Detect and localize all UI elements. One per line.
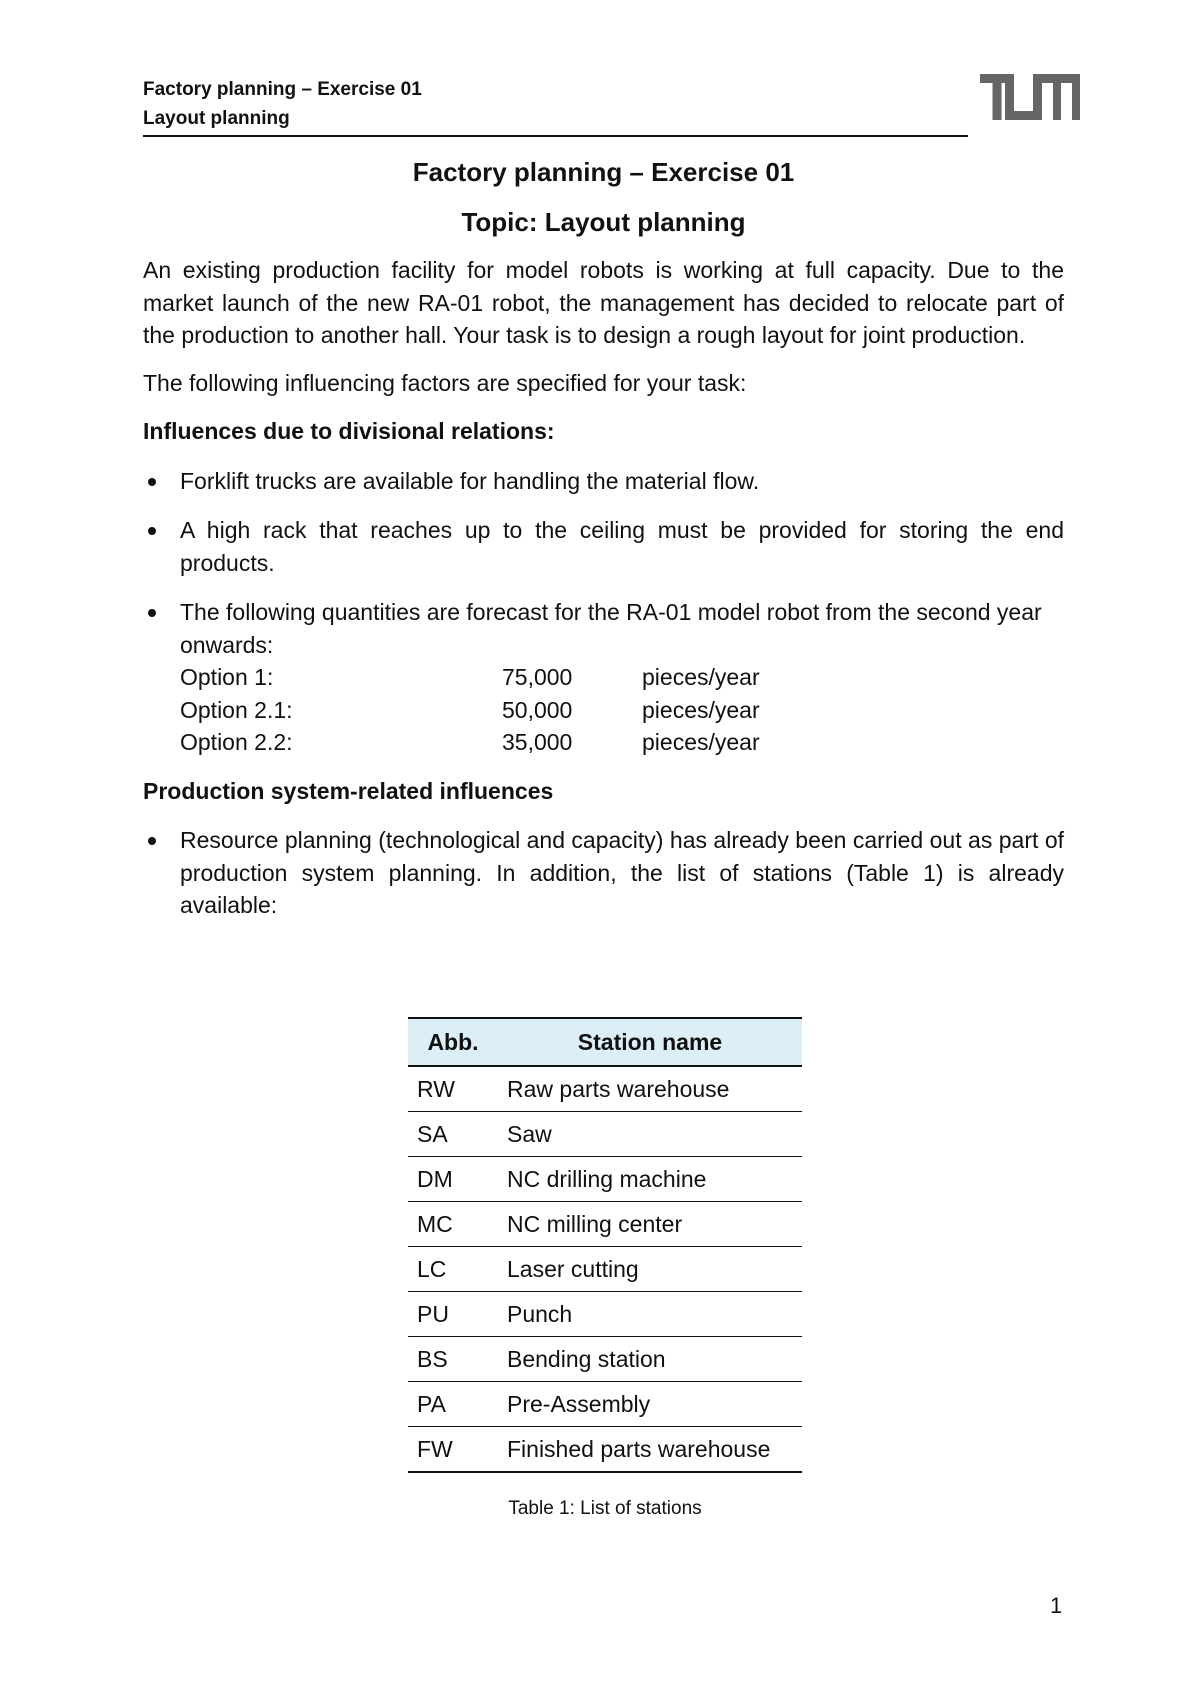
column-header-abbreviation: Abb. [408,1018,498,1066]
bullet-text: The following quantities are forecast for the RA-01 model robot from the second year onwards: [180,599,1042,658]
table-row [408,1202,802,1247]
intro-paragraph: An existing production facility for model robots is working at full capacity. Due to the market launch of the new RA-01 robot, the management has decided to relocate part of the production to another hall. Your task is to design a rough layout for joint production. [143,257,1064,348]
document-topic: Topic: Layout planning [461,207,746,237]
cell-abbreviation: PA [408,1382,498,1427]
bullet-forklift [143,465,1064,498]
option-unit: pieces/year [642,664,760,690]
stations-table [408,1017,802,1473]
bullet-text: Resource planning (technological and capacity) has already been carried out as part of production system planning. In addition, the list of stations (Table 1) is already available: [180,827,1064,918]
document-title: Factory planning – Exercise 01 [412,157,795,187]
bullet-resource-planning [143,824,1064,922]
cell-abbreviation: MC [408,1202,498,1247]
cell-station-name: NC milling center [498,1202,802,1247]
option-value: 35,000 [502,729,573,755]
cell-station-name: Saw [498,1112,802,1157]
header-course-title: Factory planning – Exercise 01 [143,79,422,100]
factors-intro: The following influencing factors are specified for your task: [143,369,747,396]
option-unit: pieces/year [642,696,760,723]
section-heading-divisional: Influences due to divisional relations: [143,418,555,444]
bullet-high-rack [143,514,1064,579]
tum-logo [980,72,1080,122]
bullet-dot-icon [148,478,156,486]
cell-station-name: Laser cutting [498,1247,802,1292]
production-bullet-list [143,824,1064,922]
bullet-quantities [143,596,1064,759]
section-heading-production-system: Production system-related influences [143,777,554,804]
cell-abbreviation: SA [408,1112,498,1157]
table-row [408,1427,802,1473]
bullet-text: Forklift trucks are available for handling the material flow. [180,467,760,494]
bullet-dot-icon [148,837,156,845]
cell-station-name: Pre-Assembly [498,1382,802,1427]
option-row [180,726,1064,759]
cell-abbreviation: BS [408,1337,498,1382]
option-value: 75,000 [502,664,573,690]
bullet-text: A high rack that reaches up to the ceiling must be provided for storing the end products. [180,517,1064,576]
cell-station-name: Punch [498,1292,802,1337]
cell-station-name: Bending station [498,1337,802,1382]
header-divider [143,135,968,137]
header-subtitle: Layout planning [143,108,290,129]
cell-abbreviation: DM [408,1157,498,1202]
table-header-row [408,1018,802,1066]
bullet-dot-icon [148,609,156,617]
cell-abbreviation: RW [408,1066,498,1112]
option-name: Option 2.1: [180,696,293,723]
page-header [143,75,963,133]
table-row [408,1112,802,1157]
option-value: 50,000 [502,696,573,723]
table-row [408,1066,802,1112]
cell-abbreviation: FW [408,1427,498,1473]
cell-station-name: Finished parts warehouse [498,1427,802,1473]
table-row [408,1337,802,1382]
document-body [143,150,1064,922]
option-name: Option 2.2: [180,729,293,755]
cell-station-name: Raw parts warehouse [498,1066,802,1112]
cell-station-name: NC drilling machine [498,1157,802,1202]
column-header-station-name: Station name [498,1018,802,1066]
page-number: 1 [1050,1593,1063,1618]
option-name: Option 1: [180,664,274,690]
divisional-bullet-list [143,465,1064,759]
table-row [408,1247,802,1292]
table-row [408,1157,802,1202]
option-row [180,661,1064,694]
table-row [408,1292,802,1337]
table-row [408,1382,802,1427]
cell-abbreviation: PU [408,1292,498,1337]
table-caption: Table 1: List of stations [508,1498,702,1519]
option-unit: pieces/year [642,729,760,755]
option-row [180,694,1064,727]
cell-abbreviation: LC [408,1247,498,1292]
bullet-dot-icon [148,527,156,535]
